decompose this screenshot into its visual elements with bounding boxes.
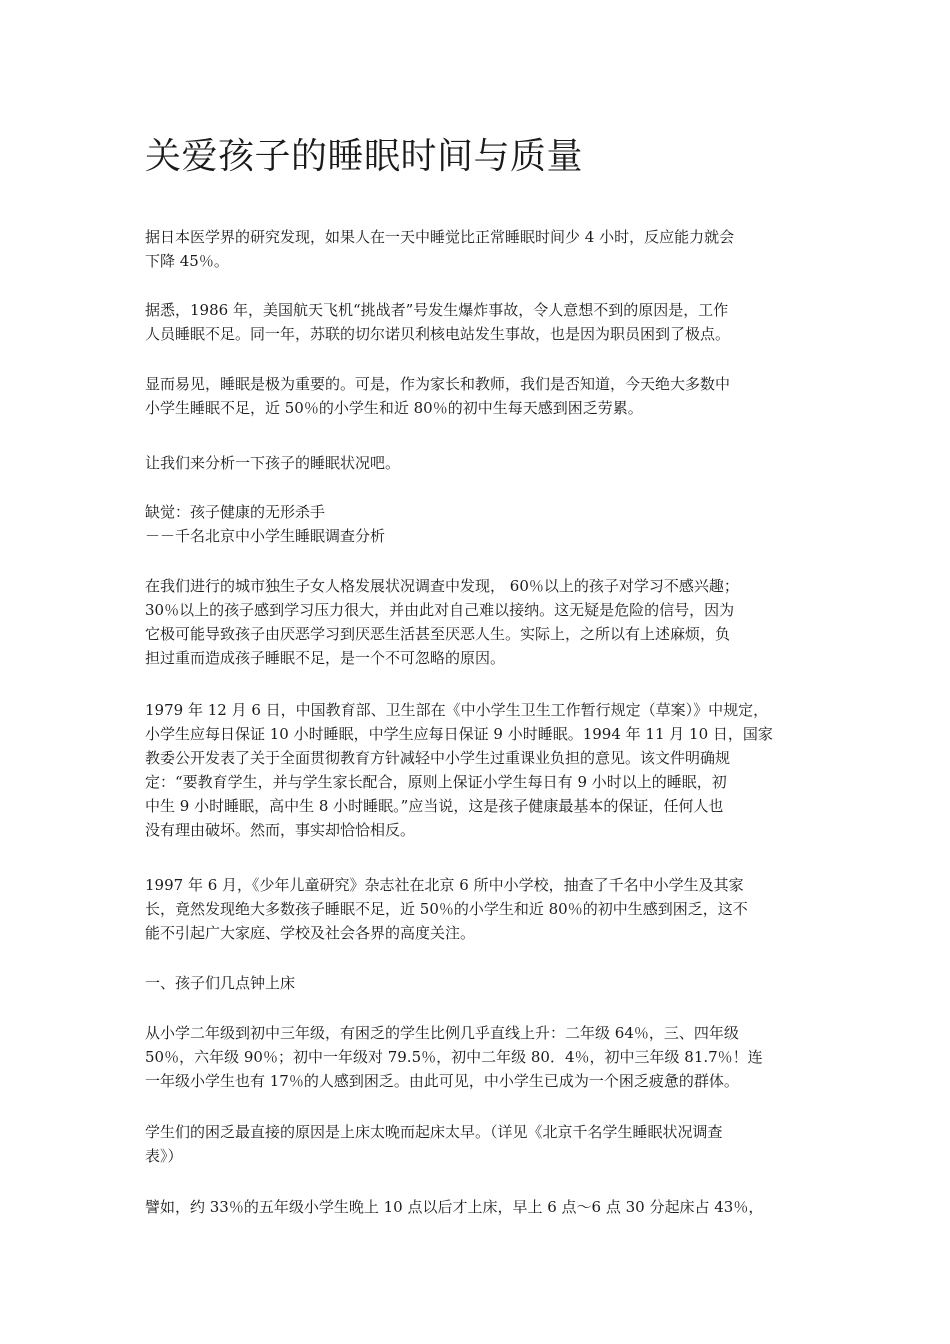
text-line: 1997 年 6 月，《少年儿童研究》杂志社在北京 6 所中小学校，抽查了千名中小学生及其家 xyxy=(145,876,744,894)
text-line: 长，竟然发现绝大多数孩子睡眠不足，近 50％的小学生和近 80％的初中生感到困乏，这不 xyxy=(145,900,748,918)
paragraph-5 xyxy=(145,574,813,670)
paragraph-4 xyxy=(145,451,813,475)
text-line: 下降 45％。 xyxy=(145,252,229,270)
text-line: 担过重而造成孩子睡眠不足，是一个不可忽略的原因。 xyxy=(145,649,506,667)
text-line: 30％以上的孩子感到学习压力很大，并由此对自己难以接纳。这无疑是危险的信号，因为 xyxy=(145,601,735,619)
text-line: 表》） xyxy=(145,1147,183,1165)
text-line: 人员睡眠不足。同一年，苏联的切尔诺贝利核电站发生事故，也是因为职员困到了极点。 xyxy=(145,325,731,343)
section-title: 缺觉：孩子健康的无形杀手 xyxy=(145,503,326,521)
text-line: 小学生应每日保证 10 小时睡眠，中学生应每日保证 9 小时睡眠。1994 年 11 月 10 日，国家 xyxy=(145,725,773,743)
text-line: 让我们来分析一下孩子的睡眠状况吧。 xyxy=(145,454,401,472)
document-title: 关爱孩子的睡眠时间与质量 xyxy=(145,136,584,177)
text-line: 50％，六年级 90％；初中一年级对 79.5％，初中二年级 80．4％，初中三年级 81.7％！连 xyxy=(145,1048,763,1066)
text-line: 据悉，1986 年，美国航天飞机“挑战者”号发生爆炸事故，令人意想不到的原因是，工作 xyxy=(145,301,729,319)
paragraph-6 xyxy=(145,698,813,842)
text-line: 在我们进行的城市独生子女人格发展状况调查中发现， 60％以上的孩子对学习不感兴趣； xyxy=(145,577,739,595)
text-line: 一年级小学生也有 17％的人感到困乏。由此可见，中小学生已成为一个困乏疲惫的群体。 xyxy=(145,1072,739,1090)
text-line: 中生 9 小时睡眠，高中生 8 小时睡眠。”应当说，这是孩子健康最基本的保证，任何人也 xyxy=(145,797,724,815)
text-line: 没有理由破坏。然而，事实却恰恰相反。 xyxy=(145,821,416,839)
text-line: 1979 年 12 月 6 日，中国教育部、卫生部在《中小学生卫生工作暂行规定（草案）》中规定， xyxy=(145,701,769,719)
text-line: 学生们的困乏最直接的原因是上床太晚而起床太早。（详见《北京千名学生睡眠状况调查 xyxy=(145,1123,723,1141)
paragraph-8 xyxy=(145,1021,813,1093)
paragraph-3 xyxy=(145,372,813,420)
subsection-heading xyxy=(145,971,813,995)
subsection-title: 一、孩子们几点钟上床 xyxy=(145,974,296,992)
text-line: 定：“要教育学生，并与学生家长配合，原则上保证小学生每日有 9 小时以上的睡眠，初 xyxy=(145,773,727,791)
text-line: 小学生睡眠不足，近 50％的小学生和近 80％的初中生每天感到困乏劳累。 xyxy=(145,399,643,417)
text-line: 它极可能导致孩子由厌恶学习到厌恶生活甚至厌恶人生。实际上，之所以有上述麻烦，负 xyxy=(145,625,731,643)
paragraph-1 xyxy=(145,225,813,273)
text-line: 据日本医学界的研究发现，如果人在一天中睡觉比正常睡眠时间少 4 小时，反应能力就会 xyxy=(145,228,735,246)
text-line: 教委公开发表了关于全面贯彻教育方针减轻中小学生过重课业负担的意见。该文件明确规 xyxy=(145,749,731,767)
text-line: 譬如，约 33％的五年级小学生晚上 10 点以后才上床，早上 6 点～6 点 30 分起床占 43％， xyxy=(145,1198,764,1216)
paragraph-2 xyxy=(145,298,813,346)
text-line: 能不引起广大家庭、学校及社会各界的高度关注。 xyxy=(145,924,476,942)
paragraph-7 xyxy=(145,873,813,945)
section-subtitle: －－千名北京中小学生睡眠调查分析 xyxy=(145,527,386,545)
section-heading xyxy=(145,500,813,548)
text-line: 显而易见，睡眠是极为重要的。可是，作为家长和教师，我们是否知道，今天绝大多数中 xyxy=(145,375,731,393)
text-line: 从小学二年级到初中三年级，有困乏的学生比例几乎直线上升：二年级 64％，三、四年级 xyxy=(145,1024,739,1042)
paragraph-10 xyxy=(145,1195,813,1219)
paragraph-9 xyxy=(145,1120,813,1168)
